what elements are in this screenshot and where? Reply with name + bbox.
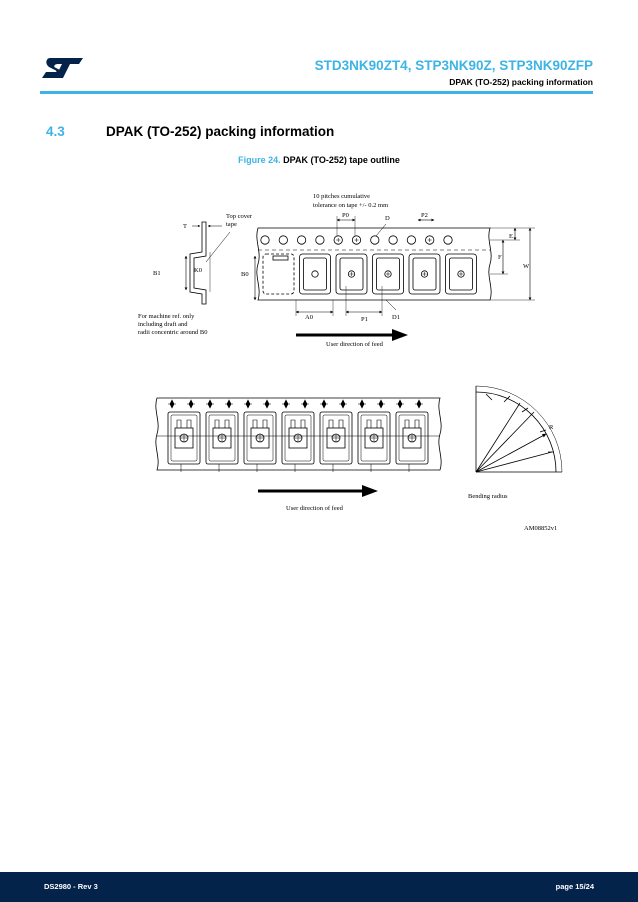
hole-cross-mark	[336, 238, 340, 242]
sprocket-star	[377, 400, 385, 408]
pocket-hole	[312, 271, 318, 277]
label-p2: P2	[421, 212, 428, 219]
document-revision: DS2980 - Rev 3	[44, 882, 98, 891]
sprocket-star	[415, 400, 423, 408]
label-d: D	[385, 215, 390, 222]
cumulative-line-2: tolerance on tape +/- 0.2 mm	[313, 202, 389, 209]
figure-title: DPAK (TO-252) tape outline	[283, 155, 400, 165]
sprocket-hole	[371, 236, 379, 244]
pocket-cross-mark	[350, 272, 354, 276]
label-t: T	[183, 223, 187, 230]
sprocket-star	[358, 400, 366, 408]
component-lead	[329, 420, 343, 428]
sprocket-star	[396, 400, 404, 408]
label-b1: B1	[153, 270, 161, 277]
pocket-cross-mark	[459, 272, 463, 276]
component-sprocket-marks	[168, 400, 423, 408]
label-d1: D1	[392, 314, 400, 321]
sprocket-hole	[261, 236, 269, 244]
pocket-notch	[273, 256, 288, 260]
pocket-cross-mark	[386, 272, 390, 276]
sprocket-star	[339, 400, 347, 408]
component-lead	[291, 420, 305, 428]
sprocket-holes	[261, 236, 452, 244]
page-number: page 15/24	[555, 882, 594, 891]
sprocket-star	[206, 400, 214, 408]
hole-cross-mark	[355, 238, 359, 242]
label-f: F	[498, 254, 502, 261]
machine-line-3: radii concentric around B0	[138, 329, 208, 336]
sprocket-star	[244, 400, 252, 408]
figure-reference: AM08852v1	[524, 525, 558, 532]
sprocket-hole	[444, 236, 452, 244]
feed-direction-label-1: User direction of feed	[326, 341, 383, 348]
sprocket-star	[168, 400, 176, 408]
label-p1: P1	[361, 316, 368, 323]
sprocket-hole	[407, 236, 415, 244]
machine-line-2: including draft and	[138, 321, 188, 328]
feed-direction-arrow-1	[296, 329, 408, 341]
component-lead	[253, 420, 267, 428]
figure-number: Figure 24.	[238, 155, 281, 165]
label-w: W	[523, 263, 530, 270]
sprocket-star	[225, 400, 233, 408]
sprocket-star	[282, 400, 290, 408]
sprocket-star	[320, 400, 328, 408]
component-lead	[215, 420, 229, 428]
label-r: R	[549, 424, 554, 431]
sprocket-hole	[297, 236, 305, 244]
label-e: E	[509, 233, 513, 240]
component-pockets	[168, 412, 428, 472]
tape-top-view	[257, 228, 491, 300]
label-p0: P0	[342, 212, 349, 219]
sprocket-hole	[389, 236, 397, 244]
sprocket-hole	[279, 236, 287, 244]
component-lead	[177, 420, 191, 428]
sprocket-star	[263, 400, 271, 408]
component-lead	[367, 420, 381, 428]
label-a0: A0	[305, 314, 313, 321]
document-title: STD3NK90ZT4, STP3NK90Z, STP3NK90ZFP	[314, 58, 593, 73]
feed-direction-label-2: User direction of feed	[286, 505, 343, 512]
section-title: DPAK (TO-252) packing information	[106, 124, 335, 139]
sprocket-hole	[316, 236, 324, 244]
feed-direction-arrow-2	[258, 485, 378, 497]
bending-radius-label: Bending radius	[468, 493, 508, 500]
component-lead	[405, 420, 419, 428]
label-k0: K0	[194, 267, 202, 274]
top-cover-line-2: tape	[226, 221, 237, 228]
pocket-cross-mark	[423, 272, 427, 276]
sprocket-star	[187, 400, 195, 408]
pocket-outer	[300, 254, 331, 294]
label-b0: B0	[241, 271, 249, 278]
pocket-inner	[304, 258, 327, 290]
section-number: 4.3	[46, 124, 65, 139]
sprocket-star	[301, 400, 309, 408]
machine-line-1: For machine ref. only	[138, 313, 195, 320]
document-subtitle: DPAK (TO-252) packing information	[449, 77, 593, 87]
top-cover-line-1: Top cover	[226, 213, 253, 220]
hole-cross-mark	[428, 238, 432, 242]
tape-pockets	[263, 254, 477, 294]
cumulative-line-1: 10 pitches cumulative	[313, 193, 371, 200]
tape-cross-section	[186, 222, 230, 304]
